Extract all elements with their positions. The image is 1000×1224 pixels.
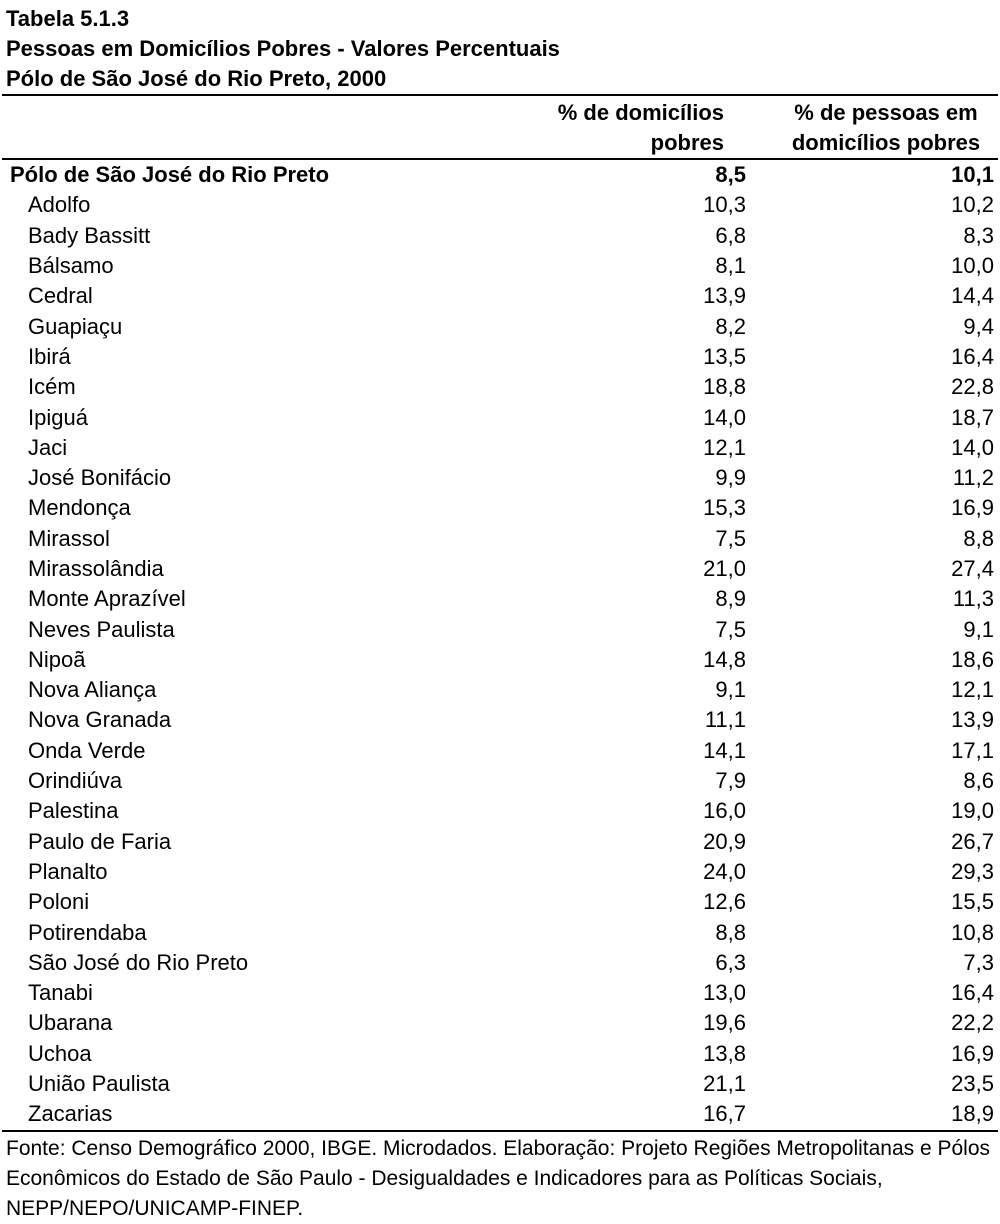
data-table <box>2 94 998 1132</box>
municipality-name: Zacarias <box>2 1099 532 1130</box>
municipality-name: Mirassolândia <box>28 556 164 581</box>
domicilios-value: 24,0 <box>703 858 746 884</box>
municipality-name: Nova Aliança <box>28 677 157 703</box>
pessoas-value: 16,4 <box>951 980 994 1006</box>
pessoas-value: 18,7 <box>951 404 994 430</box>
pessoas-value: 10,8 <box>951 919 994 945</box>
header-pessoas <box>750 96 998 159</box>
domicilios-value: 14,8 <box>703 646 746 672</box>
pessoas-value: 23,5 <box>951 1071 994 1097</box>
municipality-name: Bady Bassitt <box>28 222 151 248</box>
header-domicilios-line1: % de domicílios <box>557 100 724 125</box>
table-row <box>2 1039 998 1069</box>
table-row <box>2 766 998 796</box>
domicilios-value: 20,9 <box>703 828 746 854</box>
table-row <box>2 463 998 493</box>
pessoas-value: 29,3 <box>951 858 994 884</box>
table-row <box>2 978 998 1008</box>
pessoas-value: 11,2 <box>952 465 994 491</box>
pessoas-value: 9,1 <box>963 616 994 642</box>
header-pessoas-line2: domicílios pobres <box>791 130 981 155</box>
municipality-name: Mendonça <box>28 495 131 521</box>
domicilios-value: 6,3 <box>715 949 746 975</box>
pessoas-value: 12,1 <box>951 677 994 703</box>
pessoas-value: 16,4 <box>951 343 994 369</box>
municipality-name: Adolfo <box>28 192 91 218</box>
table-row <box>2 736 998 766</box>
pessoas-value: 10,0 <box>951 253 994 279</box>
pessoas-value: 18,9 <box>750 1099 998 1130</box>
total-row <box>2 159 998 190</box>
table-subtitle: Pólo de São José do Rio Preto, 2000 <box>6 66 387 91</box>
pessoas-value: 26,7 <box>951 828 994 854</box>
total-pessoas: 10,1 <box>951 162 994 188</box>
pessoas-value: 8,3 <box>963 222 994 248</box>
municipality-name: Cedral <box>28 283 93 309</box>
header-domicilios <box>532 96 750 159</box>
table-row <box>2 311 998 341</box>
table-titles <box>6 0 1000 94</box>
table-row <box>2 281 998 311</box>
domicilios-value: 15,3 <box>703 495 746 521</box>
municipality-name: Nipoã <box>28 646 86 672</box>
municipality-name: Paulo de Faria <box>28 828 172 854</box>
table-row <box>2 645 998 675</box>
pessoas-value: 13,9 <box>951 707 994 733</box>
source-note: Fonte: Censo Demográfico 2000, IBGE. Microdados. Elaboração: Projeto Regiões Metropolitanas e Pólos Econômicos do Estado de São Paulo - Desigualdades e Indicadores para as Políticas Sociais, NEPP/NEPO/UNICAMP-FINEP. <box>6 1136 991 1220</box>
domicilios-value: 13,5 <box>703 343 746 369</box>
domicilios-value: 13,8 <box>703 1040 746 1066</box>
municipality-name: Monte Aprazível <box>28 586 186 612</box>
domicilios-value: 8,9 <box>715 586 746 612</box>
municipality-name: Mirassol <box>28 525 110 551</box>
domicilios-value: 18,8 <box>703 374 746 400</box>
pessoas-value: 10,2 <box>951 192 994 218</box>
domicilios-value: 12,6 <box>703 889 746 915</box>
table-row <box>2 887 998 917</box>
pessoas-value: 19,0 <box>951 798 994 824</box>
table-row <box>2 372 998 402</box>
municipality-name: José Bonifácio <box>28 465 172 491</box>
domicilios-value: 13,0 <box>703 980 746 1006</box>
municipality-name: Ibirá <box>28 343 71 369</box>
municipality-name: Jaci <box>28 434 68 460</box>
table-row <box>2 917 998 947</box>
pessoas-value: 11,3 <box>952 586 994 612</box>
table-row <box>2 221 998 251</box>
table-row <box>2 1099 998 1130</box>
municipality-name: Ubarana <box>28 1010 113 1036</box>
pessoas-value: 27,4 <box>951 556 994 581</box>
pessoas-value: 18,6 <box>951 646 994 672</box>
pessoas-value: 22,8 <box>951 374 994 400</box>
table-body <box>2 159 998 1131</box>
pessoas-value: 9,4 <box>963 313 994 339</box>
table-number: Tabela 5.1.3 <box>6 6 130 31</box>
table-title: Pessoas em Domicílios Pobres - Valores Percentuais <box>6 36 560 61</box>
header-domicilios-line2: pobres <box>650 130 724 155</box>
pessoas-value: 7,3 <box>963 949 994 975</box>
domicilios-value: 7,5 <box>715 616 746 642</box>
municipality-name: Palestina <box>28 798 119 824</box>
domicilios-value: 9,9 <box>715 465 746 491</box>
domicilios-value: 16,7 <box>532 1099 750 1130</box>
pessoas-value: 16,9 <box>951 495 994 521</box>
table-row <box>2 827 998 857</box>
table-row <box>2 614 998 644</box>
domicilios-value: 13,9 <box>703 283 746 309</box>
table-row <box>2 857 998 887</box>
municipality-name: Ipiguá <box>28 404 88 430</box>
municipality-name: Orindiúva <box>28 768 123 794</box>
municipality-name: Uchoa <box>28 1040 92 1066</box>
municipality-name: Icém <box>28 374 76 400</box>
domicilios-value: 8,2 <box>715 313 746 339</box>
table-row <box>2 1008 998 1038</box>
domicilios-value: 8,1 <box>715 253 746 279</box>
header-name <box>2 96 532 159</box>
pessoas-value: 15,5 <box>951 889 994 915</box>
domicilios-value: 21,0 <box>703 556 746 581</box>
header-row <box>2 96 998 159</box>
total-domicilios: 8,5 <box>715 162 746 188</box>
table-row <box>2 1069 998 1099</box>
domicilios-value: 14,0 <box>703 404 746 430</box>
domicilios-value: 12,1 <box>703 434 746 460</box>
municipality-name: Tanabi <box>28 980 93 1006</box>
municipality-name: São José do Rio Preto <box>28 949 249 975</box>
table-row <box>2 524 998 554</box>
header-pessoas-line1: % de pessoas em <box>794 100 978 125</box>
pessoas-value: 14,0 <box>951 434 994 460</box>
municipality-name: Poloni <box>28 889 90 915</box>
table-row <box>2 190 998 220</box>
table-row <box>2 948 998 978</box>
municipality-name: Nova Granada <box>28 707 172 733</box>
table-row <box>2 554 998 584</box>
table-row <box>2 705 998 735</box>
pessoas-value: 16,9 <box>951 1040 994 1066</box>
domicilios-value: 8,8 <box>715 919 746 945</box>
table-row <box>2 342 998 372</box>
domicilios-value: 11,1 <box>704 707 746 733</box>
municipality-name: Neves Paulista <box>28 616 175 642</box>
domicilios-value: 10,3 <box>703 192 746 218</box>
municipality-name: Guapiaçu <box>28 313 123 339</box>
table-row <box>2 433 998 463</box>
table-row <box>2 251 998 281</box>
table-row <box>2 796 998 826</box>
pessoas-value: 14,4 <box>951 283 994 309</box>
pessoas-value: 17,1 <box>951 737 994 763</box>
domicilios-value: 21,1 <box>703 1071 746 1097</box>
municipality-name: Onda Verde <box>28 737 146 763</box>
table-row <box>2 584 998 614</box>
municipality-name: Planalto <box>28 858 108 884</box>
domicilios-value: 19,6 <box>703 1010 746 1036</box>
domicilios-value: 14,1 <box>703 737 746 763</box>
domicilios-value: 7,5 <box>715 525 746 551</box>
table-row <box>2 402 998 432</box>
pessoas-value: 8,6 <box>963 768 994 794</box>
table-row <box>2 493 998 523</box>
domicilios-value: 16,0 <box>703 798 746 824</box>
municipality-name: Potirendaba <box>28 919 147 945</box>
municipality-name: União Paulista <box>28 1071 170 1097</box>
domicilios-value: 9,1 <box>715 677 746 703</box>
table-row <box>2 675 998 705</box>
total-name: Pólo de São José do Rio Preto <box>10 162 330 188</box>
pessoas-value: 8,8 <box>963 525 994 551</box>
domicilios-value: 7,9 <box>715 768 746 794</box>
domicilios-value: 6,8 <box>715 222 746 248</box>
municipality-name: Bálsamo <box>28 253 114 279</box>
pessoas-value: 22,2 <box>951 1010 994 1036</box>
